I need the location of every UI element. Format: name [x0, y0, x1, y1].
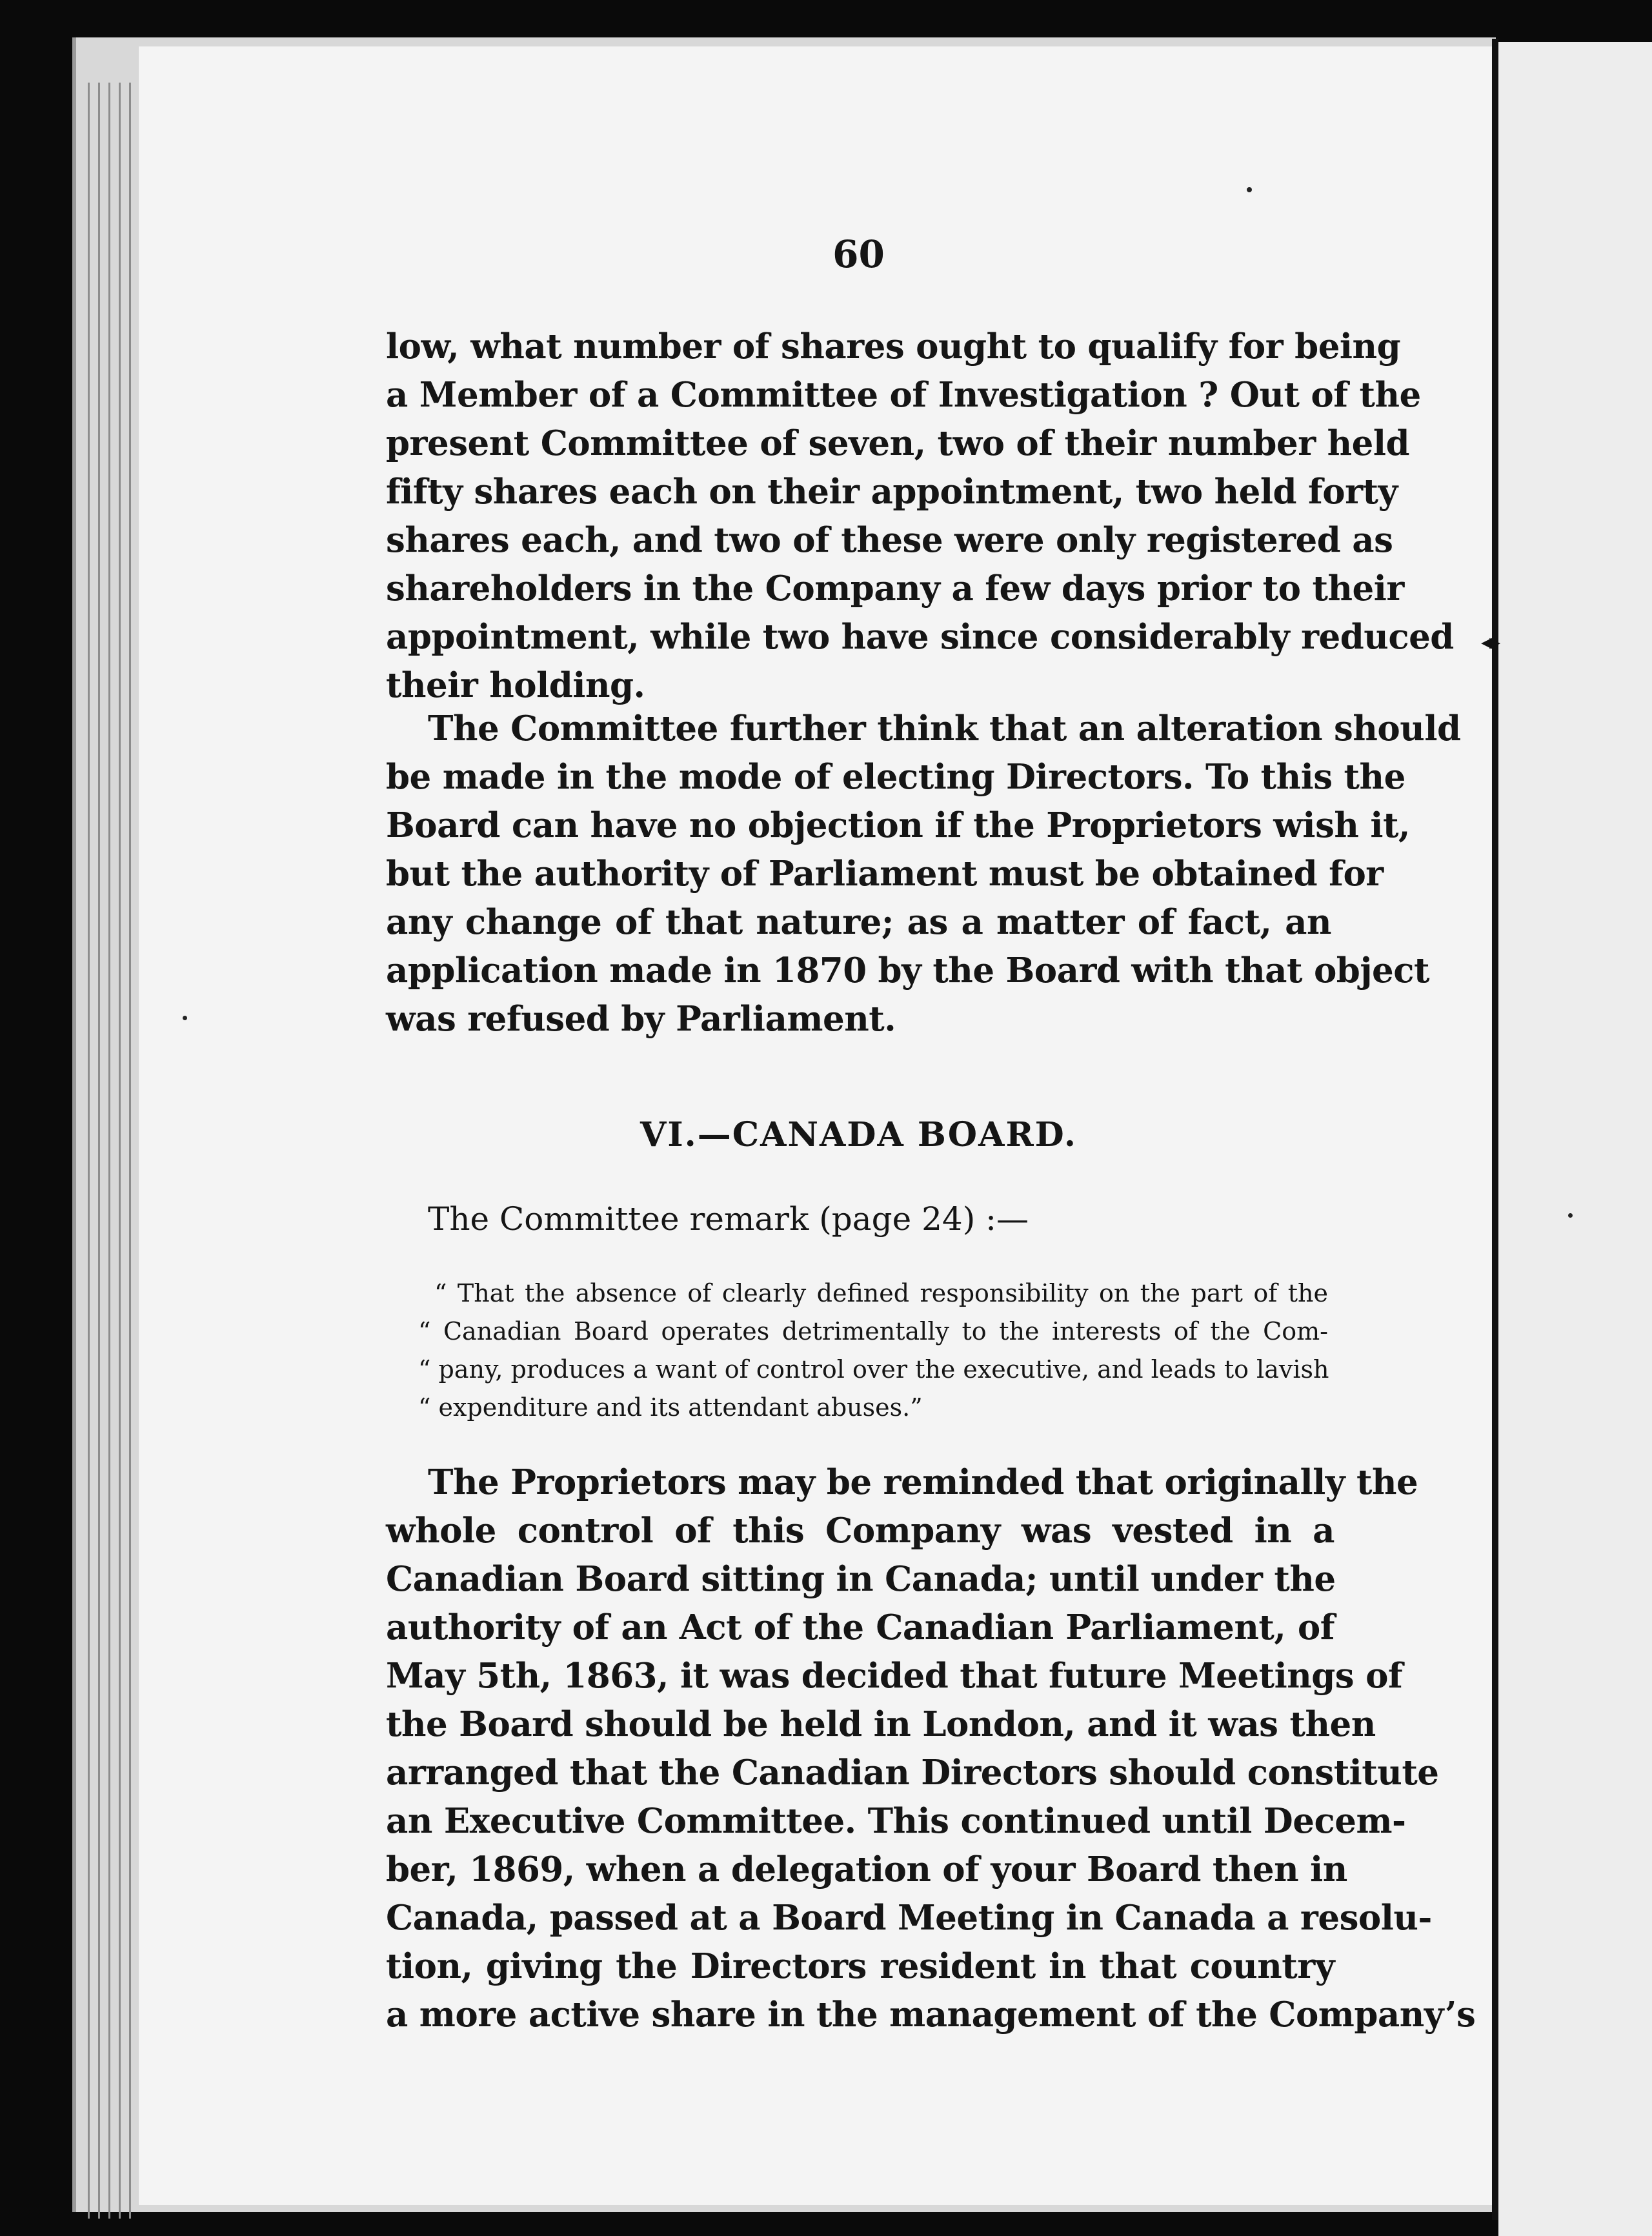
text-line: tion, giving the Directors resident in that country — [386, 1946, 1335, 1986]
text-line: The Committee further think that an alteration should — [428, 709, 1461, 749]
section-heading: VI.—CANADA BOARD. — [640, 1115, 1078, 1154]
text-line: shareholders in the Company a few days prior to their — [386, 569, 1404, 609]
text-line: whole control of this Company was vested in a — [386, 1511, 1335, 1551]
text-line: a more active share in the management of the Company’s — [386, 1995, 1476, 2035]
facing-page — [1498, 42, 1652, 2236]
text-line: The Proprietors may be reminded that originally the — [428, 1462, 1418, 1502]
section-intro: The Committee remark (page 24) :— — [428, 1200, 1029, 1238]
text-line: low, what number of shares ought to qualify for being — [386, 327, 1401, 367]
scan-speck — [183, 1016, 187, 1020]
margin-arrow-mark: ◂▸ — [1481, 629, 1498, 655]
text-line: May 5th, 1863, it was decided that future Meetings of — [386, 1656, 1403, 1696]
quote-line: “ pany, produces a want of control over the executive, and leads to lavish — [418, 1355, 1329, 1384]
text-line: Canada, passed at a Board Meeting in Canada a resolu- — [386, 1898, 1432, 1938]
paragraph-shareholding — [386, 323, 1454, 710]
committee-quote — [418, 1274, 1328, 1427]
book-gutter — [1492, 39, 1498, 2220]
text-line: shares each, and two of these were only registered as — [386, 520, 1393, 560]
text-line: fifty shares each on their appointment, two held forty — [386, 472, 1398, 512]
text-line: their holding. — [386, 665, 645, 705]
page-edge-line — [98, 83, 100, 2219]
text-line: a Member of a Committee of Investigation ? Out of the — [386, 375, 1421, 415]
page-number: 60 — [832, 232, 885, 276]
text-line: but the authority of Parliament must be obtained for — [386, 854, 1384, 894]
page-edge-line — [108, 83, 110, 2219]
text-line: ber, 1869, when a delegation of your Board then in — [386, 1849, 1347, 1889]
text-line: Canadian Board sitting in Canada; until under the — [386, 1559, 1336, 1599]
text-line: the Board should be held in London, and it was then — [386, 1704, 1376, 1744]
quote-line: “ Canadian Board operates detrimentally to the interests of the Com- — [418, 1317, 1328, 1345]
text-line: application made in 1870 by the Board with that object — [386, 951, 1430, 991]
paragraph-proprietors — [386, 1458, 1476, 2039]
text-line: any change of that nature; as a matter of fact, an — [386, 902, 1331, 942]
page-edge-line — [129, 83, 131, 2219]
text-line: appointment, while two have since considerably reduced — [386, 617, 1454, 657]
paragraph-electing-directors — [386, 705, 1461, 1043]
text-line: Board can have no objection if the Proprietors wish it, — [386, 805, 1410, 845]
text-line: present Committee of seven, two of their number held — [386, 423, 1410, 463]
quote-line: “ That the absence of clearly defined responsibility on the part of the — [434, 1279, 1328, 1307]
scan-speck — [1247, 187, 1252, 192]
text-line: an Executive Committee. This continued until Decem- — [386, 1801, 1406, 1841]
page-edge-line — [119, 83, 121, 2219]
page-edge-line — [88, 83, 90, 2219]
text-line: arranged that the Canadian Directors should constitute — [386, 1753, 1439, 1793]
text-line: was refused by Parliament. — [386, 999, 896, 1039]
quote-line: “ expenditure and its attendant abuses.” — [418, 1393, 923, 1422]
text-line: authority of an Act of the Canadian Parliament, of — [386, 1607, 1335, 1647]
text-line: be made in the mode of electing Directors. To this the — [386, 757, 1405, 797]
scan-speck — [1568, 1213, 1573, 1218]
